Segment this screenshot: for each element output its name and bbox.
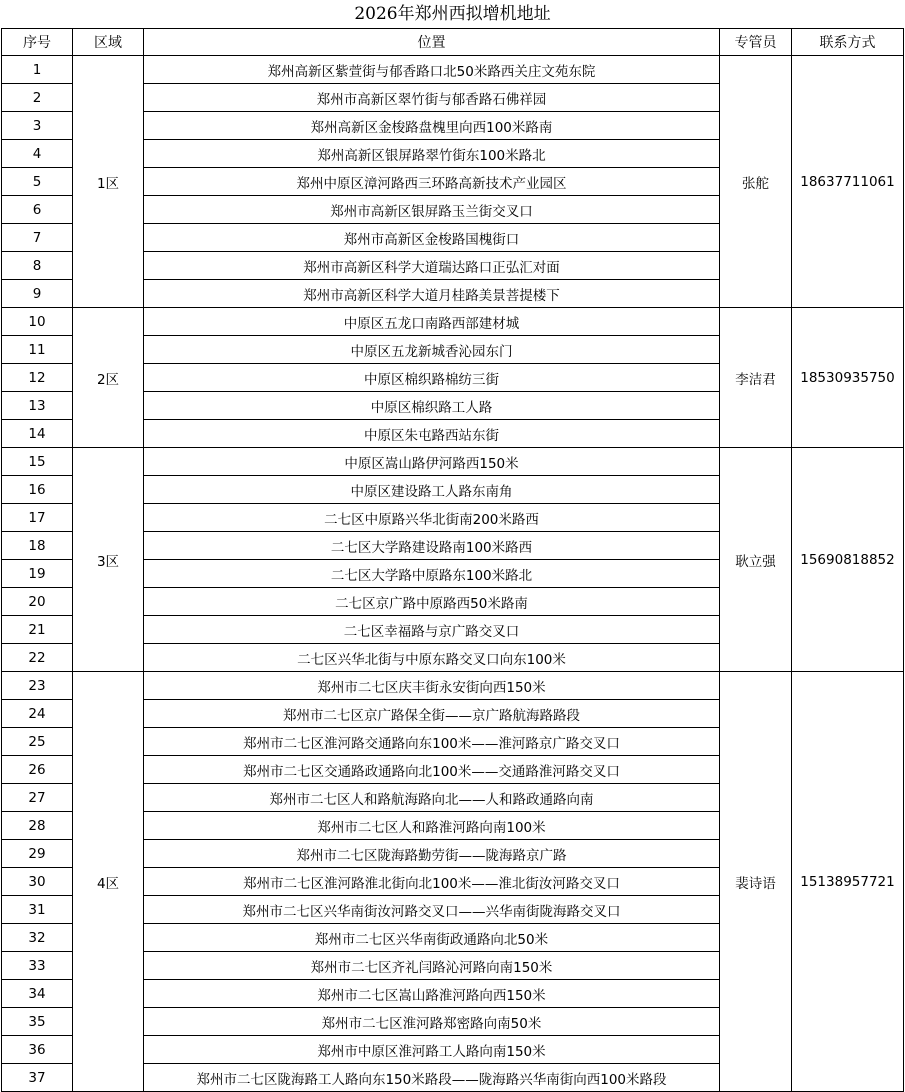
table-row — [2, 56, 904, 84]
row-seq: 15 — [2, 448, 73, 476]
row-seq: 12 — [2, 364, 73, 392]
row-location: 郑州市高新区科学大道瑞达路口正弘汇对面 — [144, 252, 720, 280]
zone-cell: 4区 — [73, 672, 144, 1092]
row-location: 中原区五龙口南路西部建材城 — [144, 308, 720, 336]
row-location: 郑州市二七区兴华南街政通路向北50米 — [144, 924, 720, 952]
row-seq: 34 — [2, 980, 73, 1008]
row-location: 郑州市二七区京广路保全街——京广路航海路路段 — [144, 700, 720, 728]
row-seq: 22 — [2, 644, 73, 672]
row-seq: 37 — [2, 1064, 73, 1092]
row-seq: 7 — [2, 224, 73, 252]
header-location: 位置 — [144, 29, 720, 56]
row-seq: 29 — [2, 840, 73, 868]
zone-cell: 2区 — [73, 308, 144, 448]
row-seq: 30 — [2, 868, 73, 896]
row-seq: 24 — [2, 700, 73, 728]
row-seq: 28 — [2, 812, 73, 840]
address-table — [1, 28, 904, 1092]
row-seq: 16 — [2, 476, 73, 504]
contact-cell: 15138957721 — [792, 672, 904, 1092]
row-location: 郑州市高新区科学大道月桂路美景菩提楼下 — [144, 280, 720, 308]
row-seq: 10 — [2, 308, 73, 336]
row-location: 郑州高新区紫萱街与郁香路口北50米路西关庄文苑东院 — [144, 56, 720, 84]
row-seq: 19 — [2, 560, 73, 588]
row-seq: 6 — [2, 196, 73, 224]
row-seq: 9 — [2, 280, 73, 308]
row-seq: 21 — [2, 616, 73, 644]
row-location: 郑州市二七区陇海路勤劳街——陇海路京广路 — [144, 840, 720, 868]
row-seq: 25 — [2, 728, 73, 756]
row-location: 郑州市二七区淮河路淮北街向北100米——淮北街汝河路交叉口 — [144, 868, 720, 896]
row-location: 中原区嵩山路伊河路西150米 — [144, 448, 720, 476]
row-location: 中原区朱屯路西站东街 — [144, 420, 720, 448]
row-location: 二七区中原路兴华北街南200米路西 — [144, 504, 720, 532]
zone-cell: 3区 — [73, 448, 144, 672]
row-seq: 2 — [2, 84, 73, 112]
row-location: 郑州市高新区银屏路玉兰街交叉口 — [144, 196, 720, 224]
page-title: 2026年郑州西拟增机地址 — [354, 4, 551, 24]
row-seq: 33 — [2, 952, 73, 980]
row-location: 二七区京广路中原路西50米路南 — [144, 588, 720, 616]
table-row — [2, 448, 904, 476]
row-seq: 26 — [2, 756, 73, 784]
row-seq: 23 — [2, 672, 73, 700]
row-location: 郑州市二七区人和路航海路向北——人和路政通路向南 — [144, 784, 720, 812]
row-location: 郑州市二七区人和路淮河路向南100米 — [144, 812, 720, 840]
row-location: 郑州市二七区淮河路郑密路向南50米 — [144, 1008, 720, 1036]
row-location: 二七区大学路中原路东100米路北 — [144, 560, 720, 588]
table-body — [2, 29, 904, 1092]
row-location: 中原区建设路工人路东南角 — [144, 476, 720, 504]
row-location: 郑州市二七区兴华南街汝河路交叉口——兴华南街陇海路交叉口 — [144, 896, 720, 924]
row-seq: 4 — [2, 140, 73, 168]
header-manager: 专管员 — [720, 29, 792, 56]
row-location: 郑州市二七区陇海路工人路向东150米路段——陇海路兴华南街向西100米路段 — [144, 1064, 720, 1092]
row-seq: 31 — [2, 896, 73, 924]
row-seq: 17 — [2, 504, 73, 532]
row-location: 郑州高新区银屏路翠竹街东100米路北 — [144, 140, 720, 168]
row-location: 郑州市二七区嵩山路淮河路向西150米 — [144, 980, 720, 1008]
row-seq: 32 — [2, 924, 73, 952]
row-location: 郑州中原区漳河路西三环路高新技术产业园区 — [144, 168, 720, 196]
manager-cell: 张舵 — [720, 56, 792, 308]
row-seq: 20 — [2, 588, 73, 616]
row-seq: 5 — [2, 168, 73, 196]
table-row — [2, 308, 904, 336]
row-location: 中原区棉织路工人路 — [144, 392, 720, 420]
row-seq: 11 — [2, 336, 73, 364]
row-seq: 8 — [2, 252, 73, 280]
header-row — [2, 29, 904, 56]
row-location: 郑州市二七区交通路政通路向北100米——交通路淮河路交叉口 — [144, 756, 720, 784]
contact-cell: 15690818852 — [792, 448, 904, 672]
row-seq: 13 — [2, 392, 73, 420]
row-seq: 35 — [2, 1008, 73, 1036]
contact-cell: 18530935750 — [792, 308, 904, 448]
header-seq: 序号 — [2, 29, 73, 56]
row-seq: 1 — [2, 56, 73, 84]
row-location: 中原区五龙新城香沁园东门 — [144, 336, 720, 364]
header-zone: 区域 — [73, 29, 144, 56]
row-location: 郑州市二七区淮河路交通路向东100米——淮河路京广路交叉口 — [144, 728, 720, 756]
row-seq: 18 — [2, 532, 73, 560]
row-location: 中原区棉织路棉纺三街 — [144, 364, 720, 392]
table-row — [2, 672, 904, 700]
row-location: 二七区幸福路与京广路交叉口 — [144, 616, 720, 644]
row-seq: 36 — [2, 1036, 73, 1064]
row-location: 郑州市二七区庆丰街永安街向西150米 — [144, 672, 720, 700]
row-location: 郑州高新区金梭路盘槐里向西100米路南 — [144, 112, 720, 140]
row-seq: 3 — [2, 112, 73, 140]
row-location: 二七区大学路建设路南100米路西 — [144, 532, 720, 560]
row-location: 二七区兴华北街与中原东路交叉口向东100米 — [144, 644, 720, 672]
row-seq: 14 — [2, 420, 73, 448]
row-location: 郑州市高新区金梭路国槐街口 — [144, 224, 720, 252]
row-location: 郑州市高新区翠竹街与郁香路石佛祥园 — [144, 84, 720, 112]
row-seq: 27 — [2, 784, 73, 812]
manager-cell: 李洁君 — [720, 308, 792, 448]
manager-cell: 裴诗语 — [720, 672, 792, 1092]
header-contact: 联系方式 — [792, 29, 904, 56]
contact-cell: 18637711061 — [792, 56, 904, 308]
row-location: 郑州市中原区淮河路工人路向南150米 — [144, 1036, 720, 1064]
zone-cell: 1区 — [73, 56, 144, 308]
manager-cell: 耿立强 — [720, 448, 792, 672]
row-location: 郑州市二七区齐礼闫路沁河路向南150米 — [144, 952, 720, 980]
